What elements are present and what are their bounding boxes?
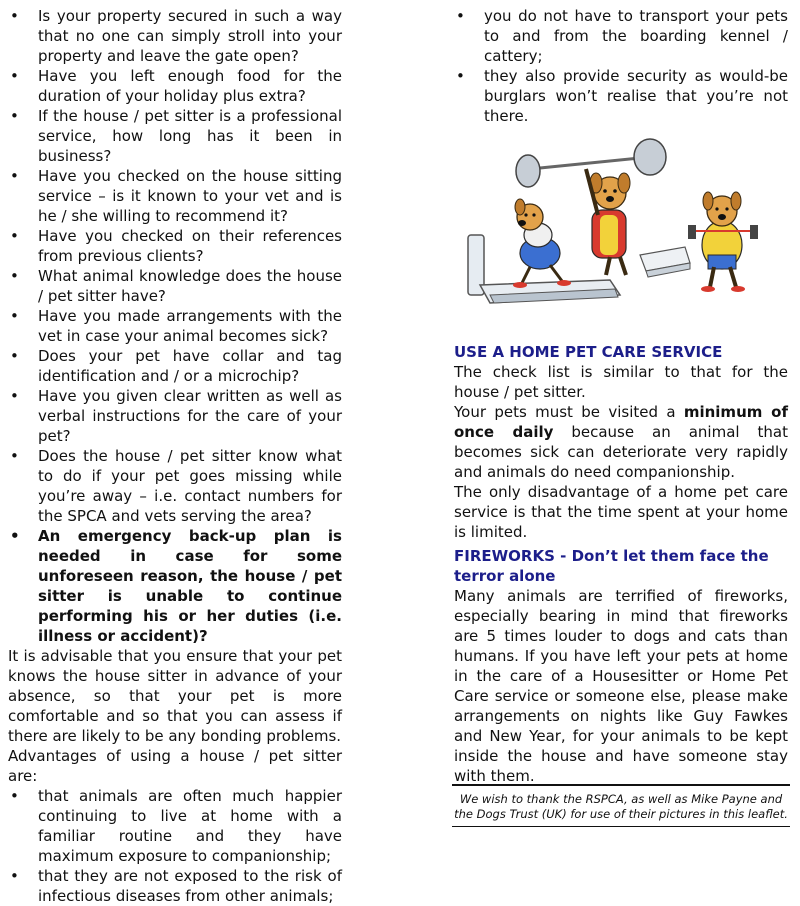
divider — [452, 826, 790, 827]
minimum-visit-emphasis: minimum of once daily — [454, 403, 788, 441]
fireworks-section — [454, 546, 788, 786]
right-column — [454, 0, 788, 126]
advantages-intro: Advantages of using a house / pet sitter are: — [8, 747, 342, 785]
list-item: • Does the house / pet sitter know what to do if your pet goes missing while you’re away – i.e. contact numbers for the SPCA and vets serving the area? — [8, 446, 342, 526]
list-item: • If the house / pet sitter is a professional service, how long has it been in business? — [8, 106, 342, 166]
expander-dog-icon — [688, 192, 758, 292]
weightlifter-dog-icon — [586, 169, 630, 275]
list-item: • Have you given clear written as well as verbal instructions for the care of your pet? — [8, 386, 342, 446]
emergency-plan-item: • An emergency back-up plan is needed in case for some unforeseen reason, the house / pet sitter is unable to continue performing his or her duties (i.e. illness or accident)? — [8, 526, 342, 646]
list-item: • What animal knowledge does the house / pet sitter have? — [8, 266, 342, 306]
fireworks-paragraph: Many animals are terrified of fireworks, especially bearing in mind that fireworks are 5 times louder to dogs and cats than humans. If you have left your pets at home in the care of a Housesitter or Home Pet Care service or someone else, please make arrangements on nights like Guy Fawkes and New Year, for your animals to be kept inside the house and have someone stay with them. — [454, 587, 788, 785]
advantages-list — [8, 786, 342, 906]
list-item: • they also provide security as would-be burglars won’t realise that you’re not there. — [454, 66, 788, 126]
acknowledgement-note: We wish to thank the RSPCA, as well as Mike Payne and the Dogs Trust (UK) for use of their pictures in this leaflet. — [452, 784, 790, 826]
advisable-paragraph: It is advisable that you ensure that your pet knows the house sitter in advance of your absence, so that your pet is more comfortable and so that you can assess if there are likely to be any bonding problems. — [8, 647, 342, 745]
dogs-exercising-illustration — [460, 135, 790, 305]
list-item: • Is your property secured in such a way that no one can simply stroll into your property and leave the gate open? — [8, 6, 342, 66]
checklist — [8, 6, 342, 646]
list-item: • that they are not exposed to the risk of infectious diseases from other animals; — [8, 866, 342, 906]
left-column — [8, 0, 342, 906]
home-care-paragraph-2 — [454, 402, 788, 482]
home-care-paragraph-3: The only disadvantage of a home pet care service is that the time spent at your home is limited. — [454, 483, 788, 541]
home-pet-care-section — [454, 342, 788, 542]
list-item: • that animals are often much happier continuing to live at home with a familiar routine and they have maximum exposure to companionship; — [8, 786, 342, 866]
list-item: • Have you checked on the house sitting service – is it known to your vet and is he / she willing to recommend it? — [8, 166, 342, 226]
step-box-icon — [640, 247, 690, 277]
list-item: • Does your pet have collar and tag identification and / or a microchip? — [8, 346, 342, 386]
home-care-paragraph-1: The check list is similar to that for the house / pet sitter. — [454, 363, 788, 401]
text-span: because an animal that becomes sick can deteriorate very rapidly and animals do need companionship. — [454, 423, 788, 481]
text-span: Your pets must be visited a — [454, 403, 684, 421]
advantages-list-continued — [454, 6, 788, 126]
small-dog-icon — [513, 199, 571, 288]
list-item: • Have you left enough food for the duration of your holiday plus extra? — [8, 66, 342, 106]
list-item: • Have you made arrangements with the vet in case your animal becomes sick? — [8, 306, 342, 346]
fireworks-heading: FIREWORKS - Don’t let them face the terror alone — [454, 547, 769, 585]
home-pet-care-heading: USE A HOME PET CARE SERVICE — [454, 343, 723, 361]
list-item: • Have you checked on their references from previous clients? — [8, 226, 342, 266]
list-item: • you do not have to transport your pets to and from the boarding kennel / cattery; — [454, 6, 788, 66]
